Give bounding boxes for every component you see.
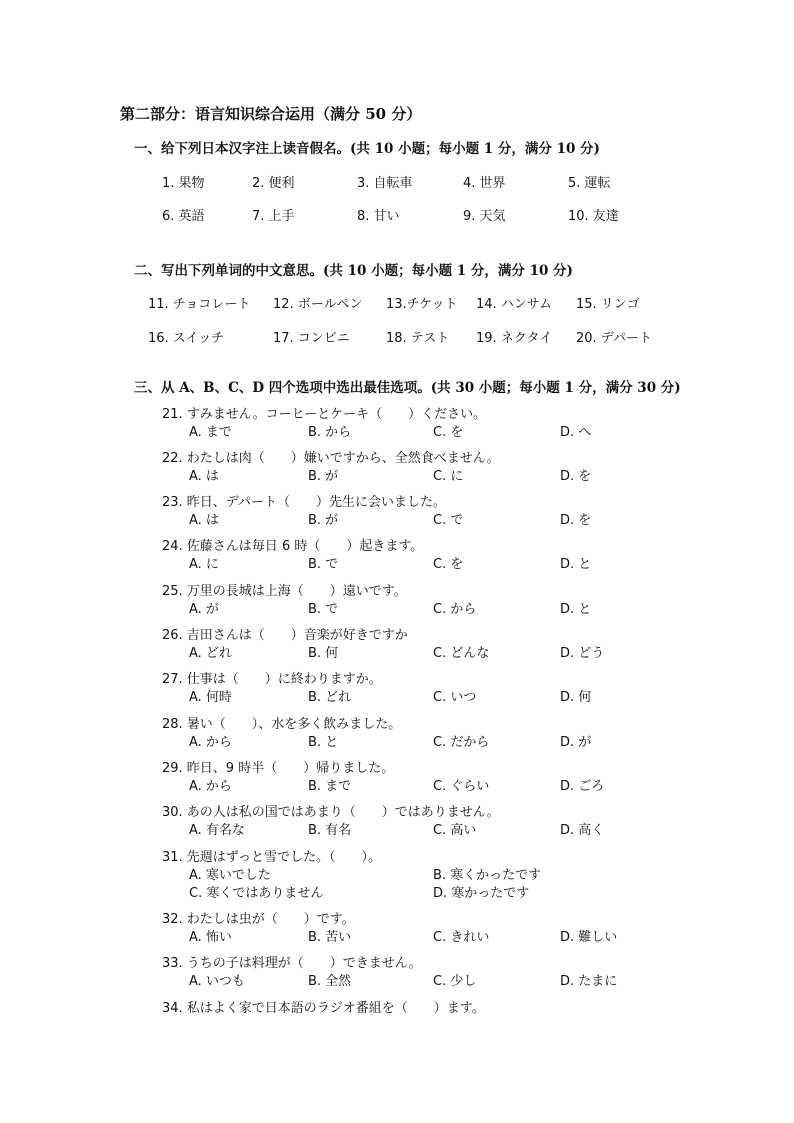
option: C. に — [433, 469, 464, 484]
question-text: 28. 暑い（ ）、水を多く飲みました。 — [162, 717, 402, 732]
question-text: 26. 吉田さんは（ ）音楽が好きですか — [162, 628, 408, 643]
option: B. 全然 — [308, 974, 352, 989]
vocab-item: 11. チョコレート — [148, 297, 251, 312]
vocab-item: 10. 友達 — [568, 209, 619, 224]
option: B. 有名 — [308, 823, 352, 838]
vocab-item: 16. スイッチ — [148, 331, 225, 346]
vocab-item: 19. ネクタイ — [476, 331, 553, 346]
option: D. を — [560, 513, 592, 528]
vocab-item: 7. 上手 — [252, 209, 295, 224]
option: C. だから — [433, 735, 490, 750]
question-text: 31. 先週はずっと雪でした。（ ）。 — [162, 850, 382, 865]
section-2-heading: 二、写出下列单词的中文意思。(共 10 小题；每小题 1 分，满分 10 分) — [134, 263, 573, 279]
vocab-item: 18. テスト — [386, 331, 450, 346]
option: C. 高い — [433, 823, 477, 838]
option: C. きれい — [433, 930, 490, 945]
option: A. いつも — [189, 974, 245, 989]
option: A. 有名な — [189, 823, 245, 838]
vocab-item: 1. 果物 — [162, 176, 205, 191]
question-text: 33. うちの子は料理が（ ）できません。 — [162, 956, 422, 971]
option: D. どう — [560, 646, 605, 661]
option: D. 何 — [560, 690, 592, 705]
option: D. ごろ — [560, 779, 605, 794]
question-text: 21. すみません。コーヒーとケーキ（ ）ください。 — [162, 407, 487, 422]
option: C. を — [433, 425, 464, 440]
option: C. から — [433, 602, 477, 617]
question-text: 29. 昨日、9 時半（ ）帰りました。 — [162, 761, 395, 776]
option: A. に — [189, 557, 219, 572]
option: C. を — [433, 557, 464, 572]
option: C. で — [433, 513, 464, 528]
option: C. ぐらい — [433, 779, 490, 794]
question-text: 30. あの人は私の国ではあまり（ ）ではありません。 — [162, 805, 500, 820]
question-text: 27. 仕事は（ ）に終わりますか。 — [162, 672, 382, 687]
option: D. 難しい — [560, 930, 618, 945]
option: B. から — [308, 425, 352, 440]
vocab-item: 15. リンゴ — [576, 297, 640, 312]
vocab-item: 12. ボールペン — [273, 297, 363, 312]
option: C. 少し — [433, 974, 477, 989]
vocab-item: 4. 世界 — [463, 176, 506, 191]
section-1-heading: 一、给下列日本汉字注上读音假名。(共 10 小题；每小题 1 分，满分 10 分) — [134, 141, 600, 157]
option: C. 寒くではありません — [189, 886, 324, 901]
option: A. が — [189, 602, 219, 617]
option: D. が — [560, 735, 592, 750]
question-text: 32. わたしは虫が（ ）です。 — [162, 912, 355, 927]
question-text: 24. 佐藤さんは毎日 6 時（ ）起きます。 — [162, 539, 424, 554]
option: B. が — [308, 513, 339, 528]
option: B. 寒くかったです — [433, 868, 542, 883]
option: D. 高く — [560, 823, 605, 838]
question-text: 23. 昨日、デパート（ ）先生に会いました。 — [162, 495, 447, 510]
option: A. 何時 — [189, 690, 232, 705]
vocab-item: 13.チケット — [386, 297, 458, 312]
option: B. 何 — [308, 646, 339, 661]
vocab-item: 5. 運転 — [568, 176, 611, 191]
option: A. まで — [189, 425, 232, 440]
option: D. と — [560, 557, 592, 572]
option: D. へ — [560, 425, 592, 440]
option: B. まで — [308, 779, 352, 794]
option: D. たまに — [560, 974, 618, 989]
option: A. から — [189, 779, 232, 794]
vocab-item: 6. 英語 — [162, 209, 205, 224]
section-3-heading: 三、从 A、B、C、D 四个选项中选出最佳选项。(共 30 小题；每小题 1 分，满分 30 分) — [134, 380, 681, 396]
option: D. 寒かったです — [433, 886, 530, 901]
vocab-item: 2. 便利 — [252, 176, 295, 191]
vocab-item: 9. 天気 — [463, 209, 506, 224]
option: B. が — [308, 469, 339, 484]
vocab-item: 17. コンビニ — [273, 331, 350, 346]
option: A. は — [189, 469, 219, 484]
question-text: 34. 私はよく家で日本語のラジオ番組を（ ）ます。 — [162, 1001, 485, 1016]
option: A. から — [189, 735, 232, 750]
question-text: 22. わたしは肉（ ）嫌いですから、全然食べません。 — [162, 451, 500, 466]
option: B. どれ — [308, 690, 352, 705]
option: A. 寒いでした — [189, 868, 271, 883]
option: A. は — [189, 513, 219, 528]
option: C. いつ — [433, 690, 477, 705]
option: C. どんな — [433, 646, 490, 661]
option: B. と — [308, 735, 339, 750]
option: B. で — [308, 557, 339, 572]
vocab-item: 8. 甘い — [357, 209, 400, 224]
vocab-item: 14. ハンサム — [476, 297, 553, 312]
option: A. どれ — [189, 646, 232, 661]
option: D. を — [560, 469, 592, 484]
question-text: 25. 万里の長城は上海（ ）遠いです。 — [162, 584, 407, 599]
page-title: 第二部分：语言知识综合运用（满分 50 分） — [120, 105, 422, 123]
option: B. 苦い — [308, 930, 352, 945]
option: B. で — [308, 602, 339, 617]
option: D. と — [560, 602, 592, 617]
option: A. 怖い — [189, 930, 232, 945]
vocab-item: 3. 自転車 — [357, 176, 413, 191]
vocab-item: 20. デパート — [576, 331, 653, 346]
